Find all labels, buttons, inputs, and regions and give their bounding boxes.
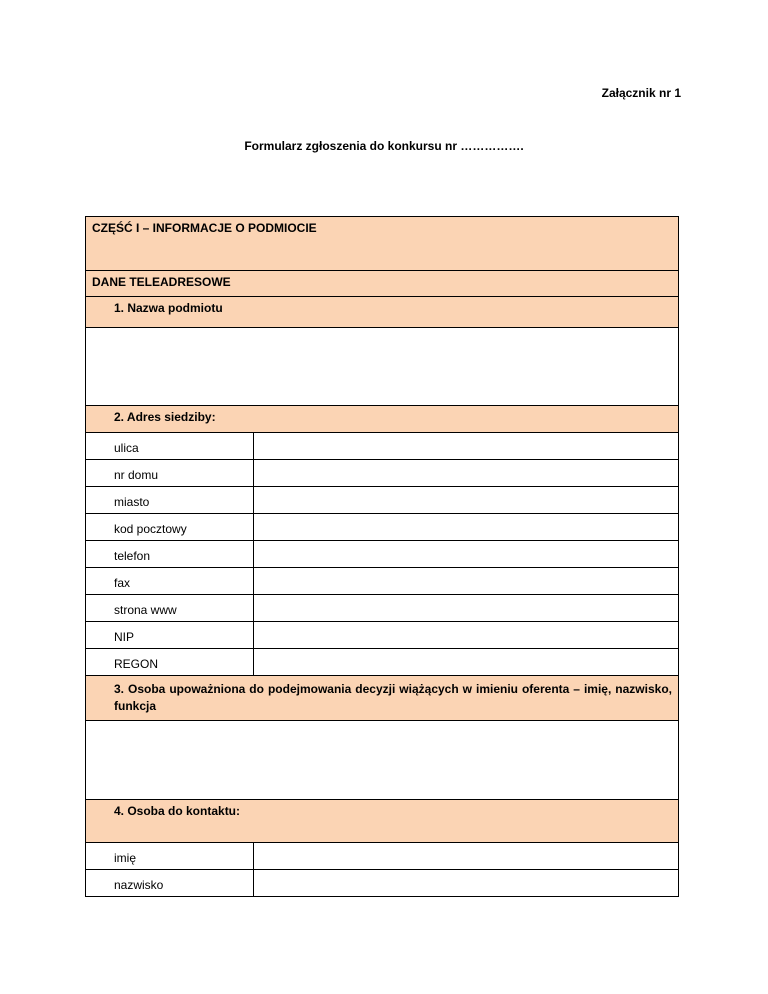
house-number-field[interactable] (254, 460, 679, 487)
contact-row-last-name (86, 870, 679, 897)
first-name-label: imię (86, 843, 254, 870)
fax-label: fax (86, 568, 254, 595)
contact-person-label-row (86, 800, 679, 843)
house-number-label: nr domu (86, 460, 254, 487)
annex-label: Załącznik nr 1 (601, 86, 681, 100)
authorized-person-label-row (86, 676, 679, 721)
address-row-phone (86, 541, 679, 568)
contact-row-first-name (86, 843, 679, 870)
address-row-postal-code (86, 514, 679, 541)
last-name-field[interactable] (254, 870, 679, 897)
regon-label: REGON (86, 649, 254, 676)
entity-name-label-row (86, 297, 679, 328)
street-label: ulica (86, 433, 254, 460)
address-row-fax (86, 568, 679, 595)
contact-person-label: 4. Osoba do kontaktu: (86, 800, 679, 843)
contact-data-title: DANE TELEADRESOWE (86, 271, 679, 297)
website-label: strona www (86, 595, 254, 622)
entity-name-row (86, 328, 679, 406)
first-name-field[interactable] (254, 843, 679, 870)
part-title-row (86, 217, 679, 271)
authorized-person-row (86, 721, 679, 800)
postal-code-label: kod pocztowy (86, 514, 254, 541)
nip-label: NIP (86, 622, 254, 649)
website-field[interactable] (254, 595, 679, 622)
authorized-person-field[interactable] (86, 721, 679, 800)
regon-field[interactable] (254, 649, 679, 676)
fax-field[interactable] (254, 568, 679, 595)
address-row-regon (86, 649, 679, 676)
entity-name-label: 1. Nazwa podmiotu (86, 297, 679, 328)
application-form-table (85, 216, 679, 897)
phone-field[interactable] (254, 541, 679, 568)
phone-label: telefon (86, 541, 254, 568)
part-title: CZĘŚĆ I – INFORMACJE O PODMIOCIE (86, 217, 679, 271)
address-row-city (86, 487, 679, 514)
city-label: miasto (86, 487, 254, 514)
address-row-house-number (86, 460, 679, 487)
address-row-nip (86, 622, 679, 649)
postal-code-field[interactable] (254, 514, 679, 541)
address-label: 2. Adres siedziby: (86, 406, 679, 433)
city-field[interactable] (254, 487, 679, 514)
last-name-label: nazwisko (86, 870, 254, 897)
form-title: Formularz zgłoszenia do konkursu nr ……………. (244, 139, 524, 153)
address-row-street (86, 433, 679, 460)
nip-field[interactable] (254, 622, 679, 649)
contact-data-title-row (86, 271, 679, 297)
address-label-row (86, 406, 679, 433)
address-row-website (86, 595, 679, 622)
entity-name-field[interactable] (86, 328, 679, 406)
street-field[interactable] (254, 433, 679, 460)
authorized-person-label: 3. Osoba upoważniona do podejmowania decyzji wiążących w imieniu oferenta – imię, nazwisko, funkcja (86, 676, 679, 721)
